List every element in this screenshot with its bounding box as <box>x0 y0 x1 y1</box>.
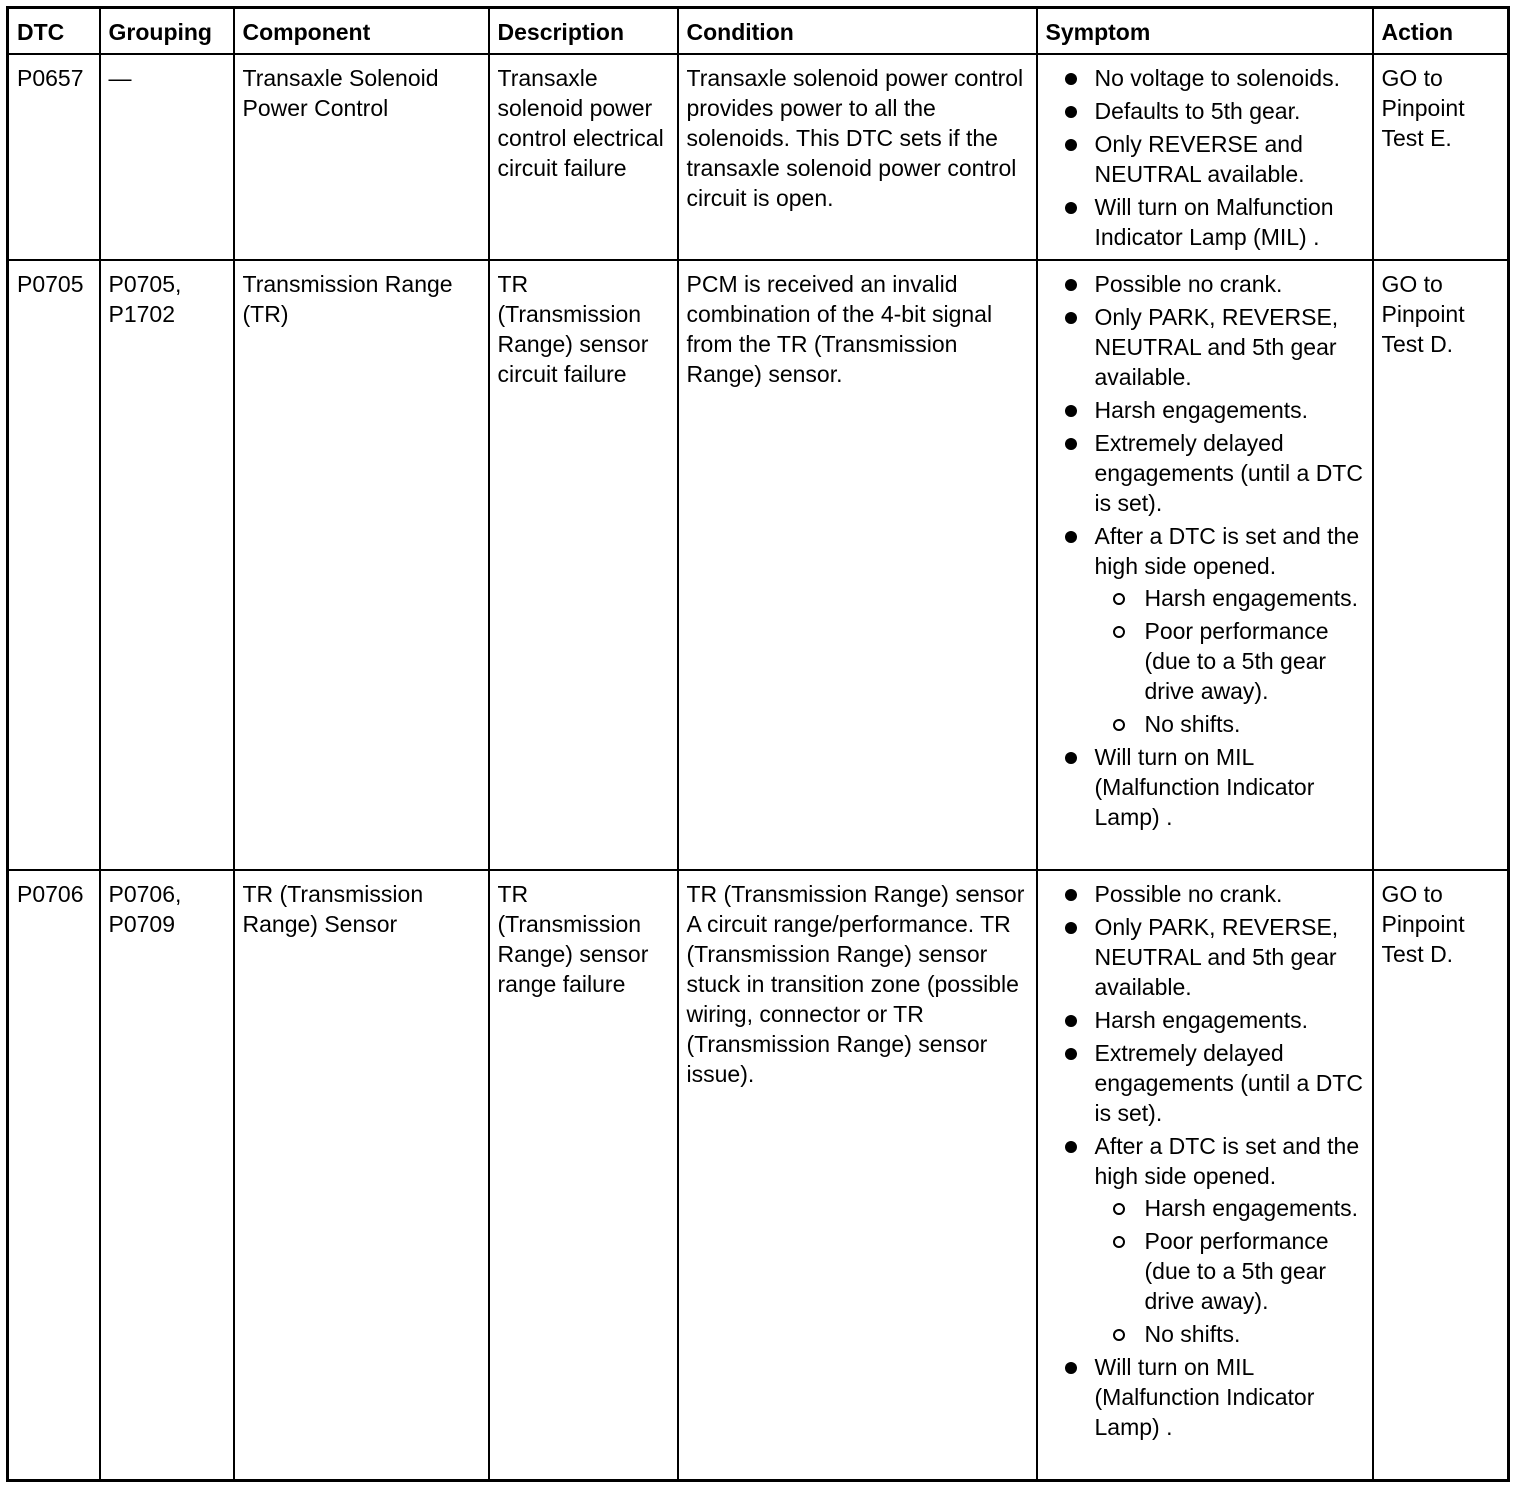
symptom-item-text: After a DTC is set and the high side opened. <box>1094 523 1360 579</box>
symptom-item: Possible no crank. <box>1046 879 1364 909</box>
symptom-list <box>1046 879 1364 1442</box>
symptom-item: Defaults to 5th gear. <box>1046 96 1364 126</box>
dtc-table <box>6 6 1510 1482</box>
symptom-item <box>1046 521 1364 739</box>
sub-symptom-item: Harsh engagements. <box>1095 583 1364 613</box>
header-symptom: Symptom <box>1037 8 1373 55</box>
action-cell: GO to Pinpoint Test D. <box>1373 260 1509 870</box>
description-cell: TR (Transmission Range) sensor range failure <box>489 870 678 1480</box>
symptom-item-text: After a DTC is set and the high side opened. <box>1094 1133 1360 1189</box>
symptom-cell <box>1037 260 1373 870</box>
component-cell: Transmission Range (TR) <box>234 260 489 870</box>
dtc-cell: P0705 <box>8 260 100 870</box>
symptom-cell <box>1037 870 1373 1480</box>
symptom-item: Will turn on MIL (Malfunction Indicator Lamp) . <box>1046 742 1364 832</box>
component-cell: TR (Transmission Range) Sensor <box>234 870 489 1480</box>
grouping-cell: P0706, P0709 <box>100 870 234 1480</box>
grouping-cell: P0705, P1702 <box>100 260 234 870</box>
action-cell: GO to Pinpoint Test E. <box>1373 54 1509 260</box>
action-cell: GO to Pinpoint Test D. <box>1373 870 1509 1480</box>
description-cell: Transaxle solenoid power control electrical circuit failure <box>489 54 678 260</box>
sub-symptom-item: Poor performance (due to a 5th gear drive away). <box>1095 616 1364 706</box>
header-action: Action <box>1373 8 1509 55</box>
symptom-list <box>1046 269 1364 832</box>
header-row <box>8 8 1509 55</box>
header-description: Description <box>489 8 678 55</box>
sub-symptom-item: No shifts. <box>1095 1319 1364 1349</box>
dtc-cell: P0706 <box>8 870 100 1480</box>
symptom-item: Extremely delayed engagements (until a DTC is set). <box>1046 1038 1364 1128</box>
symptom-item: Only PARK, REVERSE, NEUTRAL and 5th gear available. <box>1046 912 1364 1002</box>
table-row <box>8 870 1509 1480</box>
header-grouping: Grouping <box>100 8 234 55</box>
component-cell: Transaxle Solenoid Power Control <box>234 54 489 260</box>
header-component: Component <box>234 8 489 55</box>
description-cell: TR (Transmission Range) sensor circuit failure <box>489 260 678 870</box>
sub-symptom-list <box>1095 1193 1364 1349</box>
symptom-item: Only PARK, REVERSE, NEUTRAL and 5th gear available. <box>1046 302 1364 392</box>
dtc-cell: P0657 <box>8 54 100 260</box>
sub-symptom-list <box>1095 583 1364 739</box>
sub-symptom-item: Poor performance (due to a 5th gear drive away). <box>1095 1226 1364 1316</box>
sub-symptom-item: No shifts. <box>1095 709 1364 739</box>
symptom-item <box>1046 1131 1364 1349</box>
header-condition: Condition <box>678 8 1037 55</box>
table-row <box>8 54 1509 260</box>
header-dtc: DTC <box>8 8 100 55</box>
grouping-cell: — <box>100 54 234 260</box>
symptom-item: No voltage to solenoids. <box>1046 63 1364 93</box>
symptom-list <box>1046 63 1364 252</box>
condition-cell: Transaxle solenoid power control provides power to all the solenoids. This DTC sets if the transaxle solenoid power control circuit is open. <box>678 54 1037 260</box>
symptom-cell <box>1037 54 1373 260</box>
symptom-item: Will turn on Malfunction Indicator Lamp (MIL) . <box>1046 192 1364 252</box>
table-row <box>8 260 1509 870</box>
symptom-item: Harsh engagements. <box>1046 1005 1364 1035</box>
symptom-item: Harsh engagements. <box>1046 395 1364 425</box>
condition-cell: PCM is received an invalid combination of the 4-bit signal from the TR (Transmission Range) sensor. <box>678 260 1037 870</box>
symptom-item: Only REVERSE and NEUTRAL available. <box>1046 129 1364 189</box>
symptom-item: Possible no crank. <box>1046 269 1364 299</box>
symptom-item: Will turn on MIL (Malfunction Indicator Lamp) . <box>1046 1352 1364 1442</box>
condition-cell: TR (Transmission Range) sensor A circuit range/performance. TR (Transmission Range) sensor stuck in transition zone (possible wiring, connector or TR (Transmission Range) sensor issue). <box>678 870 1037 1480</box>
symptom-item: Extremely delayed engagements (until a DTC is set). <box>1046 428 1364 518</box>
sub-symptom-item: Harsh engagements. <box>1095 1193 1364 1223</box>
